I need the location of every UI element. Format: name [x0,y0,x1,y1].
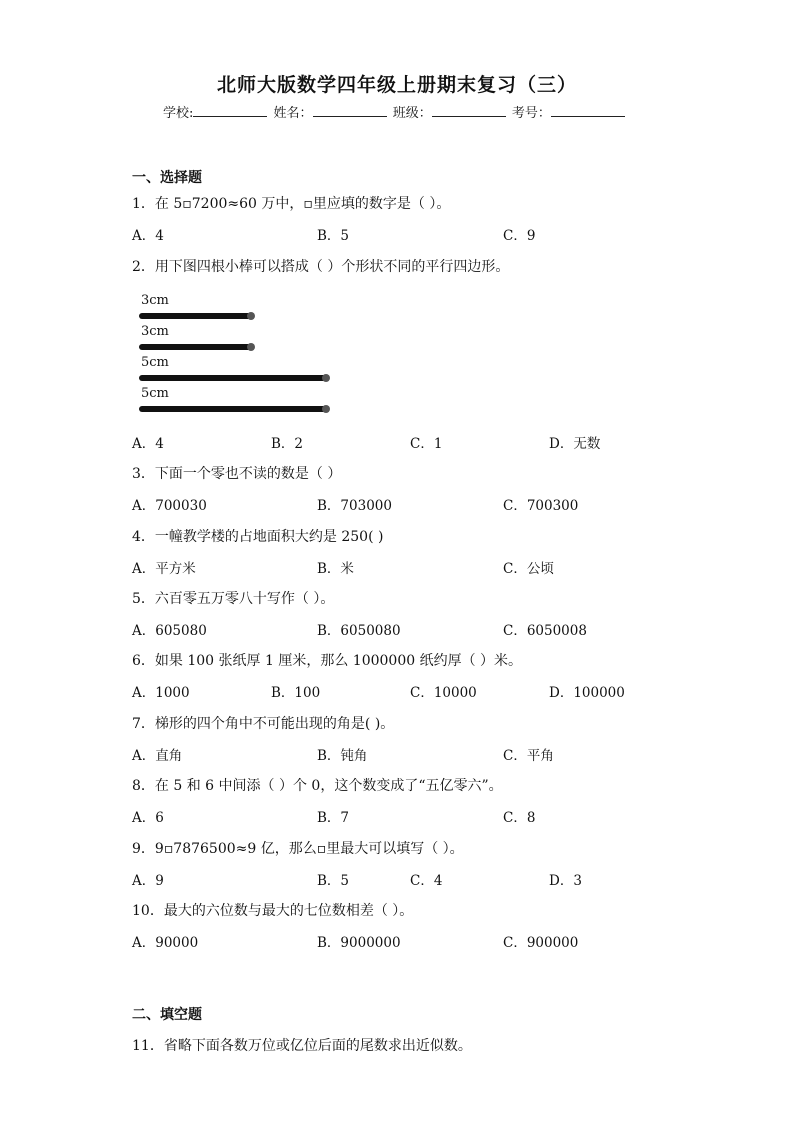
q6-option-c: C．10000 [410,685,477,701]
stick-1-label: 3cm [141,293,169,308]
stick-2-label: 3cm [141,324,169,339]
q10-option-a: A．90000 [132,935,199,951]
q2-option-b: B．2 [271,436,304,452]
q4-option-c: C．公顷 [503,561,554,577]
q9-option-a: A．9 [132,873,164,889]
q2-option-c: C．1 [410,436,443,452]
question-4: 4．一幢教学楼的占地面积大约是 250( ) [132,529,384,545]
q8-option-b: B．7 [317,810,350,826]
q1-option-c: C．9 [503,228,536,244]
stick-4-label: 5cm [141,386,169,401]
q7-option-b: B．钝角 [317,748,368,764]
stick-1 [139,313,254,319]
q1-option-a: A．4 [132,228,164,244]
question-1: 1．在 5▫7200≈60 万中，▫里应填的数字是（ ）。 [132,196,451,212]
q6-option-b: B．100 [271,685,321,701]
q5-option-c: C．6050008 [503,623,587,639]
section-heading-fill: 二、填空题 [132,1007,202,1023]
q9-option-b: B．5 [317,873,350,889]
name-label: 姓名： [273,106,313,121]
q3-option-c: C．700300 [503,498,579,514]
q7-option-a: A．直角 [132,748,183,764]
q9-option-c: C．4 [410,873,443,889]
school-label: 学校: [163,106,194,121]
question-3: 3．下面一个零也不读的数是（ ） [132,466,342,482]
q5-option-b: B．6050080 [317,623,401,639]
stick-3-end [322,374,330,382]
question-8: 8．在 5 和 6 中间添（ ）个 0，这个数变成了“五亿零六”。 [132,778,503,794]
class-blank[interactable] [432,104,506,117]
q10-option-c: C．900000 [503,935,579,951]
question-6: 6．如果 100 张纸厚 1 厘米，那么 1000000 纸约厚（ ）米。 [132,653,523,669]
question-2: 2．用下图四根小棒可以搭成（ ）个形状不同的平行四边形。 [132,259,510,275]
q10-option-b: B．9000000 [317,935,401,951]
q6-option-d: D．100000 [549,685,625,701]
q3-option-a: A．700030 [132,498,207,514]
stick-3-label: 5cm [141,355,169,370]
q5-option-a: A．605080 [132,623,207,639]
student-info-line [163,102,627,121]
q4-option-a: A．平方米 [132,561,196,577]
question-9: 9．9▫7876500≈9 亿，那么▫里最大可以填写（ ）。 [132,841,464,857]
question-7: 7．梯形的四个角中不可能出现的角是( )。 [132,716,395,732]
stick-3 [139,375,329,381]
stick-1-end [247,312,255,320]
q2-option-d: D．无数 [549,436,601,452]
question-5: 5．六百零五万零八十写作（ ）。 [132,591,335,607]
q7-option-c: C．平角 [503,748,554,764]
stick-2-end [247,343,255,351]
question-10: 10．最大的六位数与最大的七位数相差（ ）。 [132,903,414,919]
q2-option-a: A．4 [132,436,164,452]
question-11: 11．省略下面各数万位或亿位后面的尾数求出近似数。 [132,1038,472,1054]
page-title: 北师大版数学四年级上册期末复习（三） [216,74,577,96]
section-heading-choice: 一、选择题 [132,170,202,186]
q1-option-b: B．5 [317,228,350,244]
school-blank[interactable] [193,104,267,117]
q8-option-a: A．6 [132,810,164,826]
stick-4 [139,406,329,412]
stick-4-end [322,405,330,413]
q3-option-b: B．703000 [317,498,392,514]
q4-option-b: B．米 [317,561,354,577]
q6-option-a: A．1000 [132,685,190,701]
number-blank[interactable] [551,104,625,117]
q9-option-d: D．3 [549,873,582,889]
class-label: 班级： [392,106,432,121]
number-label: 考号： [511,106,551,121]
q8-option-c: C．8 [503,810,536,826]
stick-2 [139,344,254,350]
name-blank[interactable] [313,104,387,117]
